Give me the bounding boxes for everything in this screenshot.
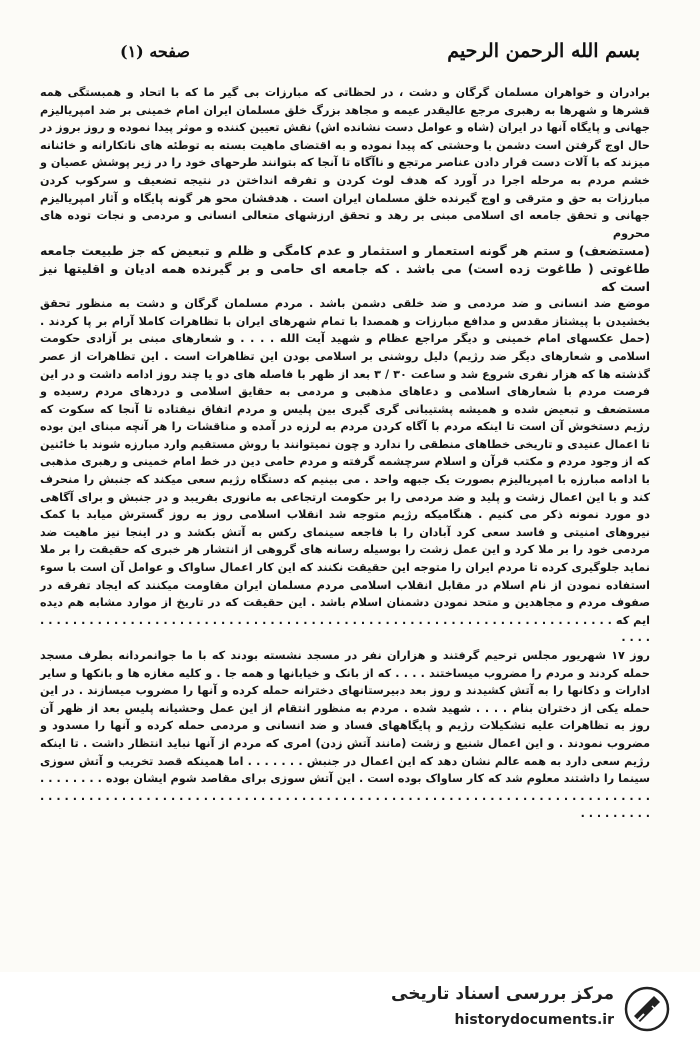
document-body bbox=[40, 84, 650, 823]
page-number: صفحه (۱) bbox=[120, 42, 190, 61]
paragraph-2: موضع ضد انسانی و ضد مردمی و ضد خلقی دشمن باشد . مردم مسلمان گرگان و دشت به منظور تحقق بخشیدن با پیشتاز مقدس و مدافع مبارزات و همصدا با تمام شهرهای ایران با تظاهرات کاملا آرام بر پا کردند . (حمل عکسهای امام خمینی و دیگر مراجع عظام و شهید آیت الله . . . . و شعارهای مبنی بر آزادی حکومت اسلامی و شعارهای دیگر ضد رژیم) دلیل روشنی بر اسلامی بودن این تظاهرات است . این تظاهرات از عصر گذشته ها که هزار نفری شروع شد و ساعت ۳۰ / ۳ بعد از ظهر با فاصله های دو یا چند روز ادامه داشت و در این فرصت مردم با شعارهای اسلامی و دعاهای مذهبی و مردمی به حقایق اسلامی و دردهای مردم رسیده و مستضعف و تبعیض شده و همیشه پشتیبانی گری گیری بین پلیس و مردم اتفاق نیفتاده تا آنجا که سکوت که رژیم دستخوش آن است تا اینکه مردم با آگاه کردن مردم به لرزه در آمده و مناقشات را هر آنچه مبنای این بوده تا اعمال عنیدی و تاریخی خطاهای منطقی را ندارد و چون نمیتوانند با روش مستقیم وارد مبارزه شوند با خائنین که از وجود مردم و مکتب قرآن و اسلام سرچشمه گرفته و مردم حامی دین در خط امام خمینی و رهبری مذهبی با ادامه مبارزه با امپریالیزم بصورت یک جبهه واحد . می بینیم که دستگاه رژیم سعی میکند که جنبش را منحرف کند و با این اعمال زشت و پلید و ضد مردمی را بر حکومت ارتجاعی به مانوری بفریبد و در جنبش و برای آگاهی دو مورد نمونه ذکر می کنیم . هنگامیکه رژیم متوجه شد انقلاب اسلامی روز به روز گسترش میابد با کمک نیروهای امنیتی و فاسد سعی کرد آبادان را با فاجعه سینمای رکس به آتش بکشد و در اینجا نیز ماهیت ضد مردمی خود را بر ملا کرد و این عمل زشت را بوسیله رسانه های گروهی از انتشار هر خبری که حقیقت را بر ملا نماید جلوگیری کرده تا مردم ایران را متوجه این حقیقت نکنند که این کار اعمال ساواک و عوامل آن است با سوء استفاده نمودن از نام اسلام در مقابل انقلاب اسلامی مردم مسلمان ایران مقاومت میکنند که ایجاد تفرقه در صفوف مردم و مجاهدین و متحد نمودن دشمنان اسلام باشد . این حقیقت که در تاریخ از موارد مشابه هم دیده ایم که . . . . . . . . . . . . . . . . . . . . . . . . . . . . . . . . . . . . . . . . . . . . . . . . . . . . . . . . . . . . . . . . . . . . . . . . . . bbox=[40, 297, 650, 645]
emphasized-line: (مستضعف) و ستم هر گونه استعمار و استثمار و عدم کامگی و ظلم و تبعیض که جز طبیعت جامعه طاغوتی ( طاغوت زده است) می باشد . که جامعه ای حامی و بر گیرنده همه ادیان و اقلیتها نیز است که bbox=[40, 243, 650, 294]
page-header bbox=[60, 40, 640, 74]
archive-url[interactable]: historydocuments.ir bbox=[454, 1012, 614, 1028]
paragraph-3: روز ۱۷ شهریور مجلس ترحیم گرفتند و هزاران نفر در مسجد نشسته بودند که با ما جوانمردانه بطرف مسجد حمله کردند و مردم را مضروب میساختند . . . . که از بانک و خیابانها و همه جا . و کلیه مغازه ها و بانکها و سایر ادارات و دکانها را به آتش کشیدند و روز بعد دبیرستانهای دخترانه حمله کرده و آنها را مضروب میسازند . در این حمله یکی از دختران بنام . . . . شهید شده . مردم به منظور انتقام از این عمل وحشیانه پلیس بعد از ظهر آن روز به تظاهرات علیه تشکیلات رژیم و پایگاههای فساد و ضد انسانی و مردمی حمله کرده و آنها را مسدود و مضروب نمودند . و این اعمال شنیع و زشت (مانند آتش زدن) امری که مردم از آنها نباید انتظار داشت . تا اینکه رژیم سعی دارد به همه عالم نشان دهد که این اعمال در جنبش . . . . . . . اما همینکه قصد تخریب و آتش سوزی سینما را داشتند معلوم شد که کار ساواک بوده است . این آتش سوزی برای مقاصد شوم ایشان بوده . . . . . . . . . . . . . . . . . . . . . . . . . . . . . . . . . . . . . . . . . . . . . . . . . . . . . . . . . . . . . . . . . . . . . . . . . . . . . . . . . . . . . . . . . . . . bbox=[40, 649, 650, 821]
archive-name: مرکز بررسی اسناد تاریخی bbox=[391, 984, 614, 1004]
basmala-heading: بسم الله الرحمن الرحیم bbox=[447, 40, 640, 62]
archive-emblem-icon bbox=[624, 986, 670, 1032]
archive-logo[interactable] bbox=[391, 980, 670, 1038]
footer-watermark-area bbox=[0, 972, 700, 1050]
paragraph-1: برادران و خواهران مسلمان گرگان و دشت ، در لحظاتی که مبارزات بی گیر ما که با اتحاد و همبستگی همه قشرها و شهرها به رهبری مرجع عالیقدر عیمه و مجاهد بزرگ خلق مسلمان ایران امام خمینی بر ضد امپریالیزم جهانی و پایگاه آنها در ایران (شاه و عوامل دست نشانده اش) نقش تعیین کننده و موثر پیدا نموده و روز بروز در حال اوج گرفتن است دشمن با وحشتی که پیدا نموده و به اقتضای ماهیت بسته به توطئه های ناتکارانه و خائنانه میزند که با آلات دست قرار دادن عناصر مرتجع و ناآگاه تا آنجا که بتوانند طرحهای خود را در زیر پوشش عصیان و خشم مردم به مرحله اجرا در آورد که هدف لوث کردن و تفرقه انداختن در نتیجه تضعیف و سرکوب کردن مبارزات به حق و مترقی و اوج گیرنده خلق مسلمان ایران است . هدفشان محو هر گونه پایگاه و آثار امپریالیزم جهانی و تحقق جامعه ای اسلامی مبنی بر رهد و تحقق ارزشهای متعالی انسانی و مردمی و نجات توده های محروم bbox=[40, 86, 650, 240]
